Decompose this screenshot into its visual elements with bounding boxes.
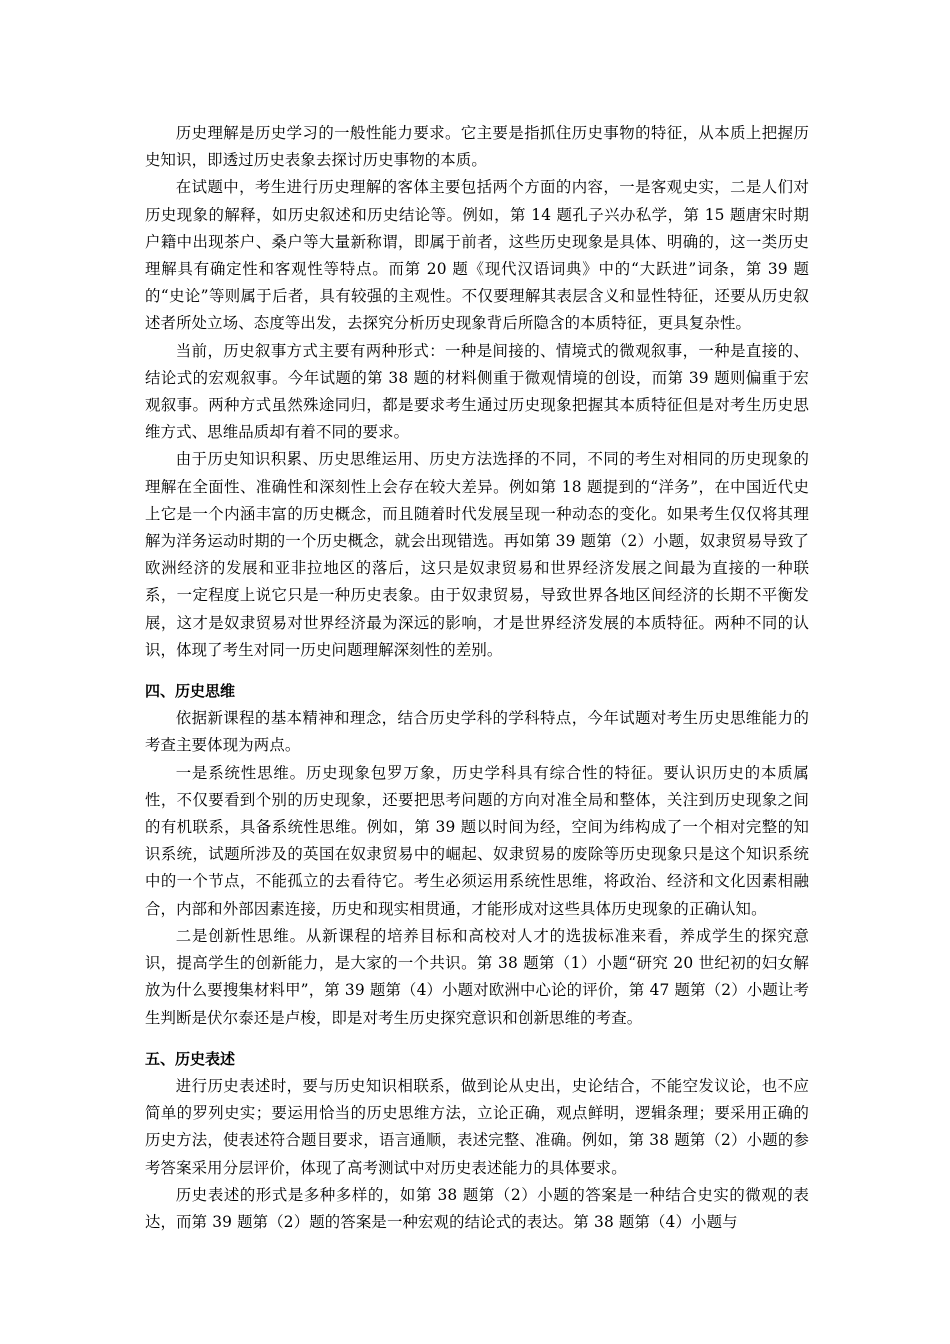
paragraph: 当前，历史叙事方式主要有两种形式：一种是间接的、情境式的微观叙事，一种是直接的、结论式的宏观叙事。今年试题的第 38 题的材料侧重于微观情境的创设，而第 39 题则偏重于宏观叙事。两种方式虽然殊途同归，都是要求考生通过历史现象把握其本质特征但是对考生历史思维方式、思维品质却有着不同的要求。 xyxy=(145,341,809,442)
section-heading-history-expression: 五、历史表述 xyxy=(145,1049,236,1068)
paragraph: 历史表述的形式是多种多样的，如第 38 题第（2）小题的答案是一种结合史实的微观的表达，而第 39 题第（2）题的答案是一种宏观的结论式的表达。第 38 题第（4）小题与 xyxy=(145,1185,809,1231)
section-heading-history-thinking: 四、历史思维 xyxy=(145,682,236,701)
paragraph: 在试题中，考生进行历史理解的客体主要包括两个方面的内容，一是客观史实，二是人们对历史现象的解释，如历史叙述和历史结论等。例如，第 14 题孔子兴办私学，第 15 题唐宋时期户籍中出现茶户、桑户等大量新称谓，即属于前者，这些历史现象是具体、明确的，这一类历史理解具有确定性和客观性等特点。而第 20 题《现代汉语词典》中的“大跃进”词条，第 39 题的“史论”等则属于后者，具有较强的主观性。不仅要理解其表层含义和显性特征，还要从历史叙述者所处立场、态度等出发，去探究分析历史现象背后所隐含的本质特征，更具复杂性。 xyxy=(145,178,809,333)
paragraph: 进行历史表述时，要与历史知识相联系，做到论从史出，史论结合，不能空发议论，也不应简单的罗列史实；要运用恰当的历史思维方法，立论正确，观点鲜明，逻辑条理；要采用正确的历史方法，使表述符合题目要求，语言通顺，表述完整、准确。例如，第 38 题第（2）小题的参考答案采用分层评价，体现了高考测试中对历史表述能力的具体要求。 xyxy=(145,1076,809,1177)
document-body xyxy=(145,120,809,1236)
paragraph: 二是创新性思维。从新课程的培养目标和高校对人才的选拔标准来看，养成学生的探究意识，提高学生的创新能力，是大家的一个共识。第 38 题第（1）小题“研究 20 世纪初的妇女解放为什么要搜集材料甲”，第 39 题第（4）小题对欧洲中心论的评价，第 47 题第（2）小题让考生判断是伏尔泰还是卢梭，即是对考生历史探究意识和创新思维的考查。 xyxy=(145,926,809,1027)
paragraph: 一是系统性思维。历史现象包罗万象，历史学科具有综合性的特征。要认识历史的本质属性，不仅要看到个别的历史现象，还要把思考问题的方向对准全局和整体，关注到历史现象之间的有机联系，具备系统性思维。例如，第 39 题以时间为经，空间为纬构成了一个相对完整的知识系统，试题所涉及的英国在奴隶贸易中的崛起、奴隶贸易的废除等历史现象只是这个知识系统中的一个节点，不能孤立的去看待它。考生必须运用系统性思维，将政治、经济和文化因素相融合，内部和外部因素连接，历史和现实相贯通，才能形成对这些具体历史现象的正确认知。 xyxy=(145,763,809,918)
paragraph: 依据新课程的基本精神和理念，结合历史学科的学科特点，今年试题对考生历史思维能力的考查主要体现为两点。 xyxy=(145,709,809,755)
paragraph: 由于历史知识积累、历史思维运用、历史方法选择的不同，不同的考生对相同的历史现象的理解在全面性、准确性和深刻性上会存在较大差异。例如第 18 题提到的“洋务”，在中国近代史上它是一个内涵丰富的历史概念，而且随着时代发展呈现一种动态的变化。如果考生仅仅将其理解为洋务运动时期的一个历史概念，就会出现错选。再如第 39 题第（2）小题，奴隶贸易导致了欧洲经济的发展和亚非拉地区的落后，这只是奴隶贸易和世界经济发展之间最为直接的一种联系，一定程度上说它只是一种历史表象。由于奴隶贸易，导致世界各地区间经济的长期不平衡发展，这才是奴隶贸易对世界经济最为深远的影响，才是世界经济发展的本质特征。两种不同的认识，体现了考生对同一历史问题理解深刻性的差别。 xyxy=(145,450,809,659)
paragraph: 历史理解是历史学习的一般性能力要求。它主要是指抓住历史事物的特征，从本质上把握历史知识，即透过历史表象去探讨历史事物的本质。 xyxy=(145,124,809,170)
